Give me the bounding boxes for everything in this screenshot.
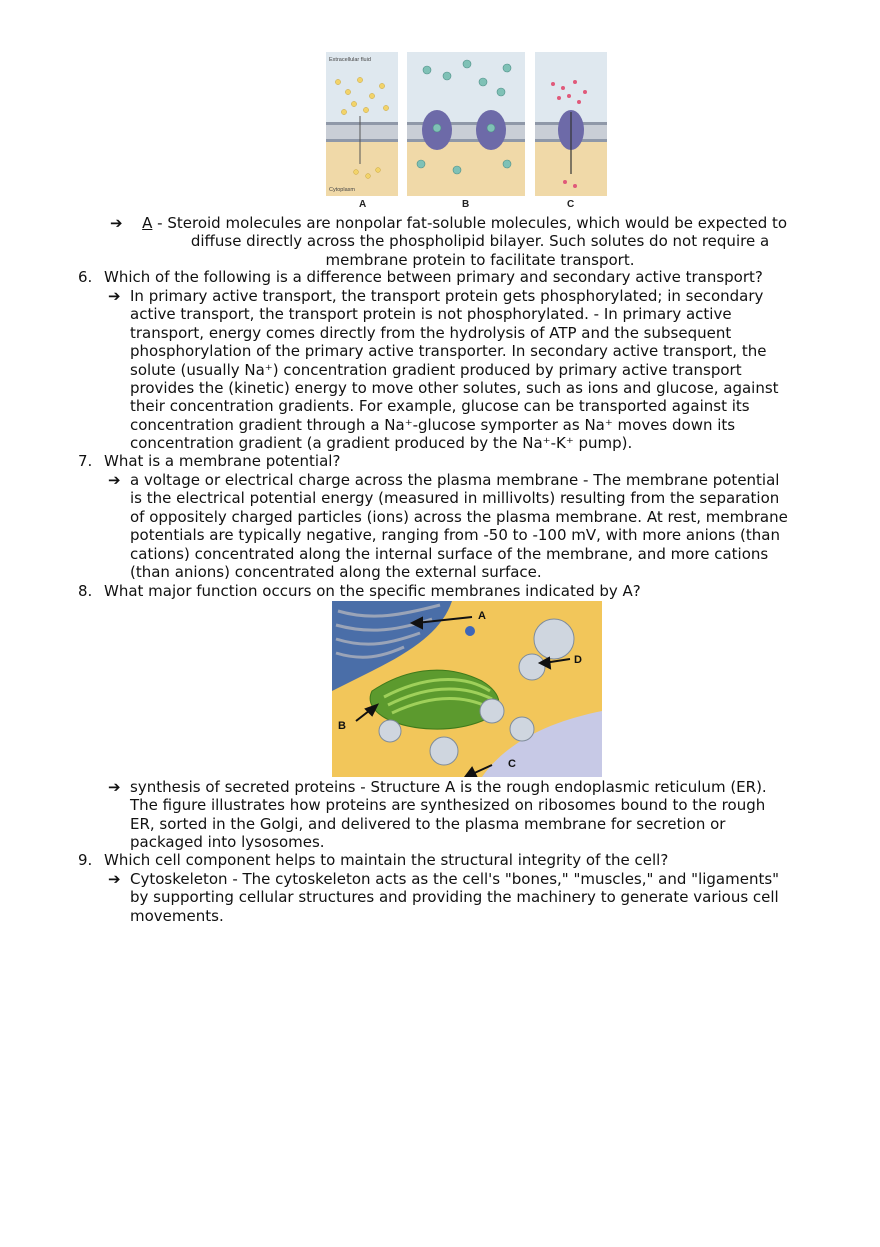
membrane-transport-figure [326,52,608,212]
answer-5-line-3: membrane protein to facilitate transport. [325,250,635,269]
question-text: What major function occurs on the specific membranes indicated by A? [104,582,641,600]
answer-line: is the electrical potential energy (measured in millivolts) resulting from the separation [130,489,780,508]
answer-line: Cytoskeleton - The cytoskeleton acts as the cell's "bones," "muscles," and "ligaments" [130,870,780,888]
panel-c [535,52,607,210]
panel-b-caption: B [462,199,470,210]
answer-9 [130,870,779,925]
question-number: 9. [78,851,93,869]
question-text: What is a membrane potential? [104,452,341,470]
question-7 [78,452,340,470]
answer-line: of oppositely charged particles (ions) across the plasma membrane. At rest, membrane [130,507,788,526]
panel-b [407,52,525,210]
arrow-icon: ➔ [108,870,121,888]
panel-a [326,52,398,210]
question-text: Which of the following is a difference between primary and secondary active transport? [104,268,763,286]
answer-line: solute (usually Na⁺) concentration gradient produced by primary active transport [130,360,742,379]
extracellular-label: Extracellular fluid [329,57,371,63]
answer-line: In primary active transport, the transport protein gets phosphorylated; in secondary [130,287,764,305]
answer-line: their concentration gradients. For example, glucose can be transported against its [130,397,750,416]
answer-7 [130,471,788,581]
answer-5-line-2: diffuse directly across the phospholipid bilayer. Such solutes do not require a [190,232,770,251]
answer-line: cations) concentrated along the internal surface of the membrane, and more cations [130,544,769,563]
cytoplasm-label: Cytoplasm [329,187,355,193]
question-8 [78,582,641,600]
panel-a-caption: A [359,199,367,210]
answer-line: phosphorylation of the primary active transporter. In secondary active transport, the [130,342,767,361]
answer-letter: A [142,214,153,232]
answer-8 [130,778,767,852]
answer-5-line-1: - Steroid molecules are nonpolar fat-soluble molecules, which would be expected to [152,214,788,232]
answer-line: packaged into lysosomes. [130,833,325,852]
label-b: B [338,720,346,732]
question-6 [78,268,763,286]
answer-line: a voltage or electrical charge across the plasma membrane - The membrane potential [130,471,780,489]
answer-line: transport, energy comes directly from the hydrolysis of ATP and the subsequent [130,323,732,342]
answer-line: concentration gradient through a Na⁺-glucose symporter as Na⁺ moves down its [130,415,736,434]
question-number: 6. [78,268,93,286]
arrow-icon: ➔ [108,471,121,489]
answer-line: ER, sorted in the Golgi, and delivered to the plasma membrane for secretion or [130,814,726,833]
answer-line: (than anions) concentrated along the external surface. [130,563,542,582]
answer-line: The figure illustrates how proteins are synthesized on ribosomes bound to the rough [130,796,766,815]
question-number: 7. [78,452,93,470]
question-9 [78,851,668,869]
question-text: Which cell component helps to maintain the structural integrity of the cell? [104,851,669,869]
label-c: C [508,758,516,770]
label-d: D [574,654,582,666]
answer-line: provides the (kinetic) energy to move other solutes, such as ions and glucose, against [130,379,779,398]
arrow-icon: ➔ [110,214,123,232]
answer-line: synthesis of secreted proteins - Structure A is the rough endoplasmic reticulum (ER). [130,778,767,796]
answer-line: concentration gradient (a gradient produced by the Na⁺-K⁺ pump). [130,434,633,453]
panel-c-caption: C [567,199,575,210]
arrow-icon: ➔ [108,778,121,796]
answer-line: active transport, the transport protein is not phosphorylated. - In primary active [130,305,732,324]
er-golgi-figure [332,601,602,777]
answer-6 [130,287,779,453]
answer-line: movements. [130,906,224,925]
question-number: 8. [78,582,93,600]
arrow-icon: ➔ [108,287,121,305]
answer-line: by supporting cellular structures and providing the machinery to generate various cell [130,888,779,907]
label-a: A [478,610,486,622]
answer-line: potentials are typically negative, ranging from -50 to -100 mV, with more anions (than [130,526,780,545]
